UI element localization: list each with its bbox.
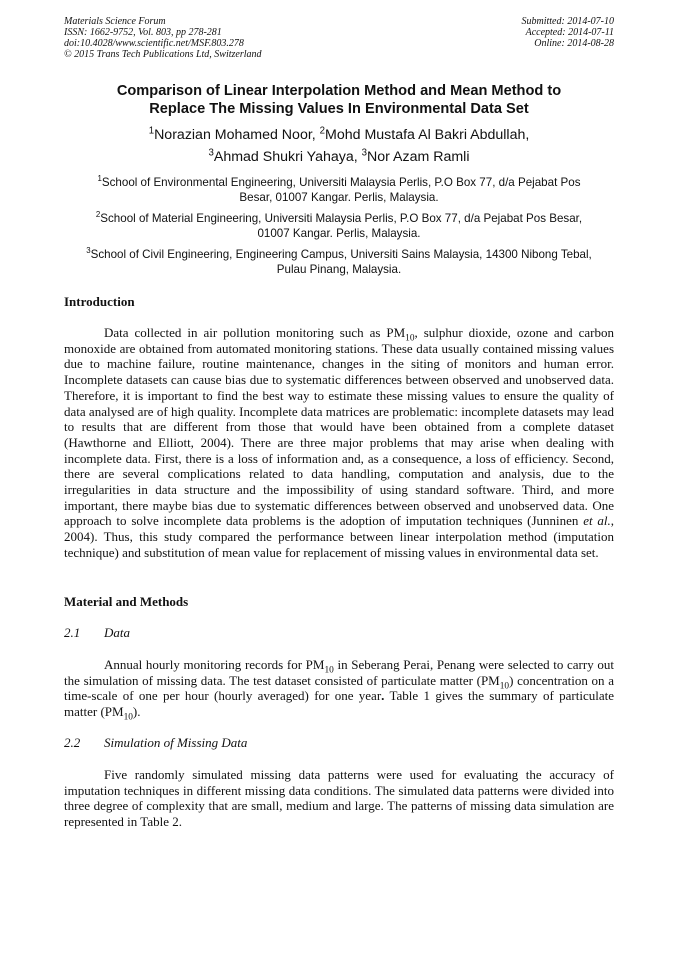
- author-line-1: [64, 124, 614, 146]
- subsection-number: 2.1: [64, 625, 81, 640]
- simulation-paragraph: Five randomly simulated missing data patterns were used for evaluating the accuracy of imputation techniques in different missing data conditions. The simulated data patterns were divided into three degree of complexity that are small, medium and large. The patterns of missing data simulation are represented in Table 2.: [64, 767, 614, 830]
- affiliation-3: [64, 247, 614, 277]
- author-mark: 2: [319, 125, 326, 137]
- online-date: Online: 2014-08-28: [534, 38, 614, 49]
- subsection-number: 2.2: [64, 735, 81, 750]
- subsection-title: Simulation of Missing Data: [104, 735, 248, 750]
- subsection-heading-data: [64, 625, 130, 641]
- affiliation-text: School of Environmental Engineering, Universiti Malaysia Perlis, P.O Box 77, d/a Pejabat Pos: [101, 176, 581, 189]
- author-mark: 3: [361, 147, 367, 159]
- affiliation-text: School of Material Engineering, Universiti Malaysia Perlis, P.O Box 77, d/a Pejabat Pos Besar,: [100, 212, 583, 225]
- affiliation-1: [64, 175, 614, 205]
- title-line-1: Comparison of Linear Interpolation Method and Mean Method to: [116, 83, 562, 99]
- journal-header-left: [64, 16, 262, 60]
- introduction-paragraph: Data collected in air pollution monitoring such as $PM_{10}$, sulphur dioxide, ozone and carbon monoxide are obtained from automated monitoring stations. These data usually contained missing values due to machine failure, routine maintenance, changes in the siting of monitors and human error. Incomplete datasets can cause bias due to systematic differences between observed and unobserved data. Therefore, it is important to find the best way to estimate these missing values to ensure the quality of data analysed are of high quality. Incomplete data matrices are problematic: incomplete datasets may lead to results that are different from those that would have been obtained from a complete dataset (Hawthorne and Elliott, 2004). There are three major problems that may arise when dealing with incomplete data. First, there is a loss of information and, as a consequence, a loss of efficiency. Second, there are several complications related to data handling, computation and analysis, due to the irregularities in data structure and the impossibility of using standard software. Third, and more important, there maybe bias due to systematic differences between observed and unobserved data. One approach to solve incomplete data problems is the adoption of imputation techniques (Junninen et al., 2004). Thus, this study compared the performance between linear interpolation method (imputation technique) and substitution of mean value for replacement of missing values in environmental data set.: [64, 325, 614, 560]
- copyright-line: © 2015 Trans Tech Publications Ltd, Switzerland: [64, 49, 262, 60]
- section-heading-introduction: Introduction: [64, 294, 135, 309]
- author-name: Ahmad Shukri Yahaya,: [213, 149, 362, 165]
- paper-title: [64, 82, 614, 118]
- data-paragraph: Annual hourly monitoring records for $PM_{10}$ in Seberang Perai, Penang were selected to carry out the simulation of missing data. The test dataset consisted of particulate matter $(PM_{10})$ concentration on a time-scale of one per hour (hourly averaged) for one year. Table 1 gives the summary of particulate matter $(PM_{10})$.: [64, 657, 615, 723]
- section-heading-methods: Material and Methods: [64, 594, 189, 609]
- affiliation-2: [64, 211, 614, 241]
- affiliation-mark: 1: [97, 174, 102, 184]
- subsection-heading-simulation: [64, 735, 247, 751]
- journal-name: Materials Science Forum: [64, 16, 166, 27]
- affiliation-text: 01007 Kangar. Perlis, Malaysia.: [257, 227, 421, 240]
- affiliation-text: Besar, 01007 Kangar. Perlis, Malaysia.: [239, 191, 439, 204]
- subsection-title: Data: [104, 625, 130, 640]
- author-mark: 1: [148, 125, 155, 137]
- doi-line[interactable]: doi:10.4028/www.scientific.net/MSF.803.278: [64, 38, 244, 49]
- author-mark: 3: [208, 147, 214, 159]
- author-name: Norazian Mohamed Noor,: [154, 127, 320, 143]
- author-name: Nor Azam Ramli: [367, 149, 470, 165]
- affiliation-text: Pulau Pinang, Malaysia.: [276, 263, 402, 276]
- author-line-2: [64, 146, 614, 168]
- citation-et-al: et al.: [583, 513, 611, 529]
- issn-line: ISSN: 1662-9752, Vol. 803, pp 278-281: [64, 27, 222, 38]
- affiliation-mark: 3: [86, 246, 91, 256]
- author-name: Mohd Mustafa Al Bakri Abdullah,: [325, 127, 530, 143]
- accepted-date: Accepted: 2014-07-11: [525, 27, 614, 38]
- affiliation-mark: 2: [95, 210, 101, 220]
- affiliation-text: School of Civil Engineering, Engineering Campus, Universiti Sains Malaysia, 14300 Nibong Tebal,: [90, 248, 592, 261]
- author-list: [64, 124, 614, 168]
- submitted-date: Submitted: 2014-07-10: [521, 16, 614, 27]
- title-line-2: Replace The Missing Values In Environmental Data Set: [149, 101, 529, 117]
- journal-header-right: [522, 16, 615, 49]
